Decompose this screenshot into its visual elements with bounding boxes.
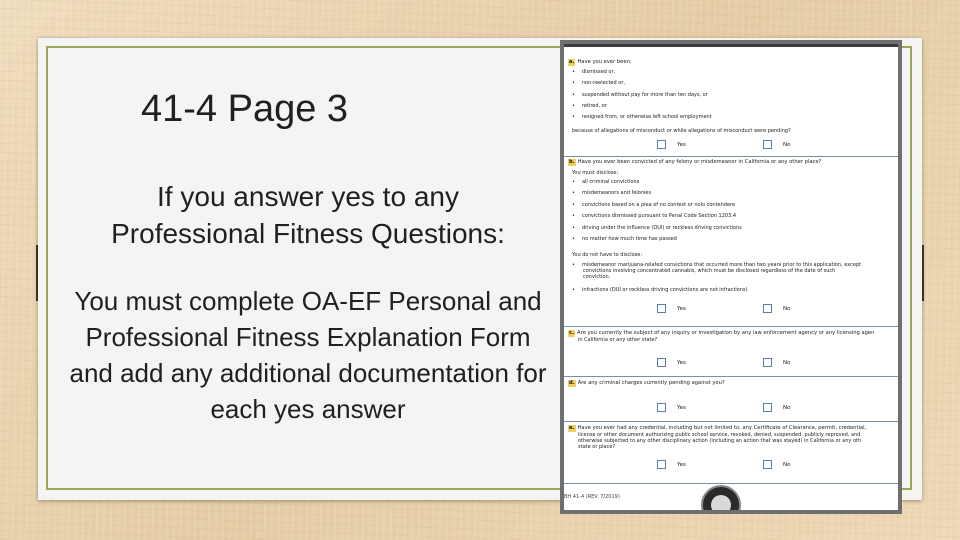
question-d: [564, 376, 898, 422]
question-b-text: [568, 159, 821, 166]
question-a-tail: because of allegations of misconduct or while allegations of misconduct were pending?: [572, 128, 791, 134]
question-e: [564, 421, 898, 484]
question-e-line-3: otherwise subjected to any other disciplinary action (including an action that was stayed) in California or any oth: [578, 438, 862, 444]
yes-label: Yes: [677, 142, 686, 148]
question-a: [564, 47, 898, 157]
list-item: • driving under the influence (DUI) or reckless driving convictions: [572, 223, 742, 234]
no-label: No: [783, 360, 791, 366]
list-item: • dismissed or,: [572, 67, 712, 78]
not-disclose-item-2: • infractions (DUI or reckless driving convictions are not infractions): [572, 287, 748, 293]
list-line: conviction.: [583, 274, 611, 281]
list-item: • suspended without pay for more than ten days, or: [572, 90, 712, 101]
no-checkbox[interactable]: [763, 403, 772, 412]
list-item: • convictions based on a plea of no contest or nolo contendere: [572, 200, 742, 211]
no-label: No: [783, 306, 791, 312]
no-checkbox[interactable]: [763, 140, 772, 149]
question-d-text: [568, 380, 725, 387]
slide: [38, 38, 922, 500]
no-label: No: [783, 462, 791, 468]
state-seal-icon: [701, 485, 741, 514]
yes-checkbox[interactable]: [657, 304, 666, 313]
list-item: • misdemeanors and felonies: [572, 188, 742, 199]
question-c-line: Are you currently the subject of any inquiry or investigation by any law enforcement agency or any licensing agen: [577, 330, 875, 336]
yes-label: Yes: [677, 405, 686, 411]
question-letter: b.: [569, 159, 575, 165]
intro-text: If you answer yes to any Professional Fitness Questions:: [111, 181, 505, 249]
no-checkbox[interactable]: [763, 304, 772, 313]
question-c: [564, 326, 898, 377]
no-checkbox[interactable]: [763, 358, 772, 367]
question-b-label: Have you ever been convicted of any felony or misdemeanor in California or any other place?: [577, 159, 822, 165]
form-image: [560, 40, 902, 514]
not-disclose-label: You do not have to disclose:: [572, 252, 643, 258]
question-a-label: Have you ever been:: [577, 59, 632, 65]
question-e-text: [568, 425, 866, 432]
must-disclose-label: You must disclose:: [572, 170, 619, 176]
list-item: • non-reelected or,: [572, 78, 712, 89]
no-label: No: [783, 142, 791, 148]
question-d-label: Are any criminal charges currently pending against you?: [577, 380, 725, 386]
list-item: • convictions dismissed pursuant to Penal Code Section 1203.4: [572, 211, 742, 222]
question-e-line: Have you ever had any credential, including but not limited to, any Certificate of Clearance, permit, credential,: [577, 425, 867, 431]
list-item: • resigned from, or otherwise left school employment: [572, 112, 712, 123]
list-line: • misdemeanor marijuana-related convictions that occurred more than two years prior to this application, except: [572, 262, 862, 268]
yes-label: Yes: [677, 306, 686, 312]
no-checkbox[interactable]: [763, 460, 772, 469]
question-e-line-4: state or place?: [578, 444, 616, 450]
yes-checkbox[interactable]: [657, 358, 666, 367]
list-item: • no matter how much time has passed: [572, 234, 742, 245]
list-line-text: misdemeanor marijuana-related convictions that occurred more than two years prior to this application, except: [581, 262, 862, 268]
list-item: • all criminal convictions: [572, 177, 742, 188]
body-text: You must complete OA-EF Personal and Professional Fitness Explanation Form and add any additional documentation for each yes answer: [69, 286, 547, 424]
question-b: [564, 156, 898, 327]
question-letter: e.: [569, 425, 575, 431]
question-letter: c.: [569, 330, 575, 336]
form-code: BH 41-4 (REV. 7/2019): [564, 494, 620, 500]
yes-checkbox[interactable]: [657, 460, 666, 469]
yes-label: Yes: [677, 360, 686, 366]
list-line-text: infractions (DUI or reckless driving convictions are not infractions): [581, 287, 748, 293]
question-e-line-2: license or other document authorizing public school service, revoked, denied, suspended, publicly reproved, and: [578, 432, 861, 438]
no-label: No: [783, 405, 791, 411]
question-letter: d.: [569, 380, 575, 386]
question-a-list: [572, 67, 712, 123]
yes-label: Yes: [677, 462, 686, 468]
not-disclose-item-1: [572, 262, 861, 281]
question-a-text: [568, 59, 632, 66]
yes-checkbox[interactable]: [657, 140, 666, 149]
yes-checkbox[interactable]: [657, 403, 666, 412]
slide-title: 41-4 Page 3: [141, 88, 349, 130]
question-c-text: [568, 330, 874, 337]
list-item: • retired, or: [572, 101, 712, 112]
must-disclose-list: [572, 177, 742, 245]
question-letter: a.: [569, 59, 575, 65]
list-line: convictions involving concentrated cannabis, which must be disclosed regardless of the date of such: [583, 268, 836, 275]
question-c-line-2: in California or any other state?: [578, 337, 658, 343]
